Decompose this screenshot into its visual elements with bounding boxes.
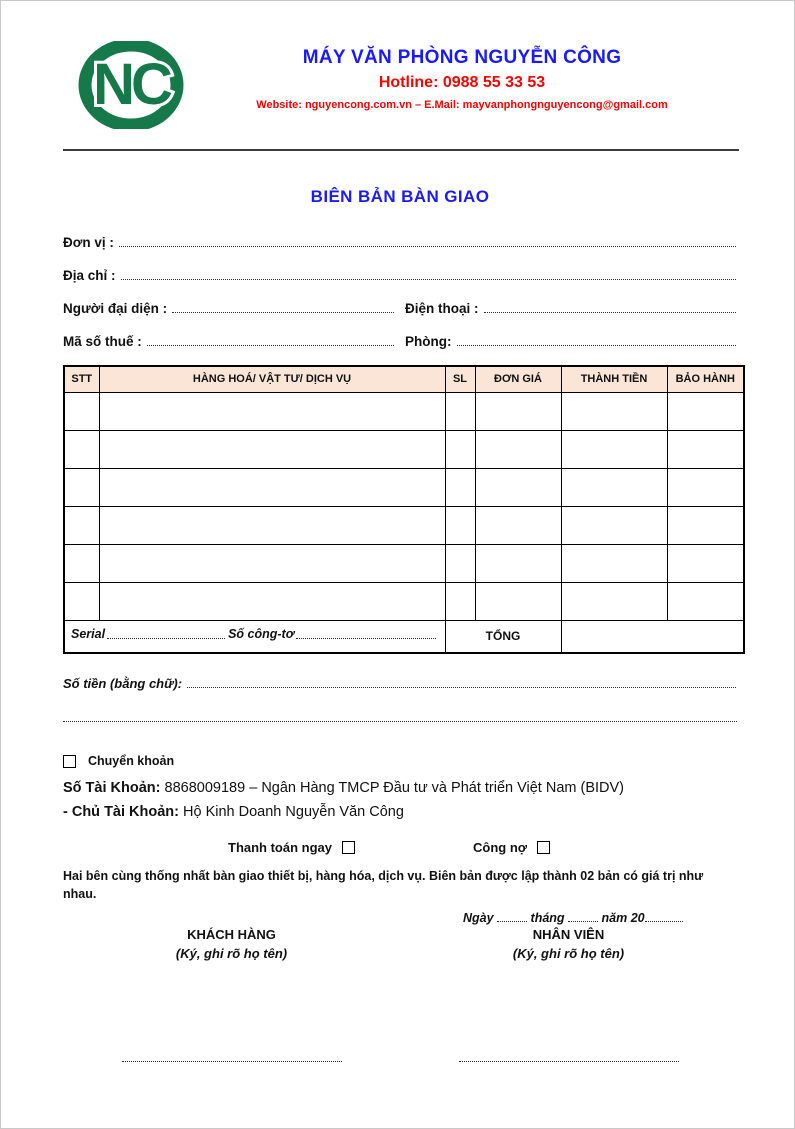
staff-sign-note: (Ký, ghi rõ họ tên)	[512, 946, 625, 961]
amount-in-words-label: Số tiền (bằng chữ):	[63, 676, 183, 691]
letterhead	[1, 1, 794, 129]
account-label: Số Tài Khoản:	[63, 780, 161, 796]
company-name: MÁY VĂN PHÒNG NGUYỄN CÔNG	[302, 47, 622, 68]
phone-fill-line	[484, 312, 737, 313]
phone-half	[405, 301, 737, 316]
pay-now-label: Thanh toán ngay	[228, 840, 332, 855]
address-label: Địa chỉ :	[63, 268, 116, 283]
customer-signline-col	[63, 1049, 400, 1067]
logo-monogram: NC	[93, 52, 169, 117]
year-label: năm 20	[601, 911, 645, 925]
col-header-amount: THÀNH TIỀN	[561, 366, 667, 392]
header-divider	[63, 149, 739, 151]
unit-fill-line	[119, 246, 736, 247]
staff-signature-block	[400, 927, 737, 961]
year-fill	[645, 912, 683, 922]
debt-label: Công nợ	[473, 840, 528, 855]
customer-info-block	[63, 235, 737, 349]
representative-phone-line	[63, 301, 737, 316]
pay-now-checkbox	[342, 841, 355, 854]
date-line	[63, 911, 737, 925]
serial-label: Serial	[71, 626, 106, 641]
customer-sign-note: (Ký, ghi rõ họ tên)	[175, 946, 288, 961]
signature-headings	[63, 927, 737, 961]
table-row	[64, 430, 744, 468]
room-label: Phòng:	[405, 334, 452, 349]
col-header-stt: STT	[64, 366, 99, 392]
bank-account-line	[63, 776, 737, 824]
separator-dash: –	[249, 780, 258, 796]
col-header-qty: SL	[445, 366, 475, 392]
company-logo-icon	[77, 41, 185, 129]
month-fill	[568, 912, 598, 922]
table-row	[64, 582, 744, 620]
serial-meter-cell	[65, 627, 445, 646]
col-header-unit-price: ĐƠN GIÁ	[475, 366, 561, 392]
day-label: Ngày	[463, 911, 494, 925]
transfer-label: Chuyển khoản	[88, 754, 175, 768]
day-fill	[497, 912, 527, 922]
taxcode-room-line	[63, 334, 737, 349]
meter-fill-line	[296, 638, 435, 639]
room-fill-line	[457, 345, 737, 346]
representative-label: Người đại diện :	[63, 301, 168, 316]
table-row	[64, 506, 744, 544]
table-footer-row	[64, 620, 744, 653]
items-table-header-row	[64, 366, 744, 392]
items-table	[63, 365, 745, 654]
staff-signature-line	[459, 1061, 679, 1062]
account-number: 8868009189	[164, 780, 246, 796]
amount-fill-line	[187, 687, 736, 688]
meter-label: Số công-tơ	[228, 626, 295, 641]
customer-signature-line	[122, 1061, 342, 1062]
taxcode-label: Mã số thuế :	[63, 334, 142, 349]
table-row	[64, 544, 744, 582]
taxcode-half	[63, 334, 395, 349]
transfer-checkbox	[63, 755, 76, 768]
amount-fill-line-2	[63, 721, 737, 722]
taxcode-fill-line	[147, 345, 394, 346]
table-row	[64, 392, 744, 430]
document-title: BIÊN BẢN BÀN GIAO	[310, 187, 490, 206]
holder-name: Hộ Kinh Doanh Nguyễn Văn Công	[183, 804, 404, 820]
unit-line	[63, 235, 737, 250]
total-value-cell	[561, 620, 744, 653]
customer-signature-block	[63, 927, 400, 961]
address-fill-line	[121, 279, 736, 280]
table-row	[64, 468, 744, 506]
room-half	[405, 334, 737, 349]
unit-label: Đơn vị :	[63, 235, 114, 250]
representative-half	[63, 301, 395, 316]
payment-method-row	[63, 840, 737, 855]
month-label: tháng	[530, 911, 565, 925]
staff-signline-col	[400, 1049, 737, 1067]
representative-fill-line	[172, 312, 394, 313]
address-line	[63, 268, 737, 283]
staff-title: NHÂN VIÊN	[532, 927, 605, 942]
hotline: Hotline: 0988 55 33 53	[378, 74, 546, 91]
phone-label: Điện thoại :	[405, 301, 479, 316]
bank-name: Ngân Hàng TMCP Đầu tư và Phát triển Việt Nam (BIDV)	[261, 780, 625, 796]
signature-lines	[63, 1049, 737, 1067]
customer-title: KHÁCH HÀNG	[187, 927, 276, 942]
letterhead-text	[185, 41, 739, 111]
contact-line: Website: nguyencong.com.vn – E.Mail: mayvanphongnguyencong@gmail.com	[256, 99, 668, 111]
transfer-option	[63, 754, 737, 768]
debt-checkbox	[537, 841, 550, 854]
col-header-warranty: BẢO HÀNH	[667, 366, 744, 392]
holder-label: - Chủ Tài Khoản:	[63, 804, 179, 820]
agreement-text: Hai bên cùng thống nhất bàn giao thiết bị, hàng hóa, dịch vụ. Biên bản được lập thành 02 bản có giá trị như nhau.	[63, 869, 704, 901]
total-label-cell: TỔNG	[445, 620, 561, 653]
col-header-goods: HÀNG HOÁ/ VẬT TƯ/ DỊCH VỤ	[99, 366, 445, 392]
amount-in-words-line	[63, 676, 737, 691]
serial-fill-line	[107, 638, 225, 639]
